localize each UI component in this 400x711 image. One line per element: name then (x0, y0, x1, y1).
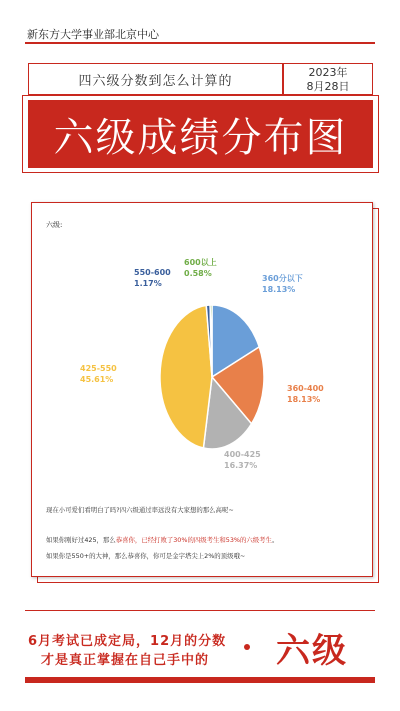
note-line-2-start: 如果你刚好过425，那么 (46, 536, 116, 544)
pie-slice-value: 0.58% (184, 269, 212, 278)
note-line-2-end: 。 (271, 536, 279, 544)
date-year: 2023年 (308, 66, 348, 79)
footer-level-title: 六级 (276, 631, 348, 671)
subtitle: 四六级分数到怎么计算的 (78, 73, 233, 89)
footer-divider (25, 610, 375, 611)
note-line-1: 现在小可爱们看明白了吗?四六级通过率远没有大家想的那么高呢~ (46, 506, 234, 514)
pie-slice-value: 16.37% (224, 461, 258, 470)
pie-slice-value: 18.13% (287, 395, 321, 404)
date-day: 8月28日 (306, 80, 350, 93)
pie-slice-label: 360-400 (287, 384, 324, 393)
footer-line-1: 6月考试已成定局，12月的分数 (28, 634, 227, 649)
note-line-3: 如果你是550+的大神，那么恭喜你，你可是金字塔尖上2%的顶级哦~ (46, 552, 246, 560)
footer-line-2: 才是真正掌握在自己手中的 (41, 653, 210, 668)
card-label: 六级: (46, 221, 63, 229)
pie-slice-label: 400-425 (224, 450, 261, 459)
pie-slice-label: 425-550 (80, 364, 117, 373)
note-line-2-highlight: 恭喜你，已经打败了30%的四级考生和53%的六级考生 (115, 536, 272, 544)
pie-slice-label: 600以上 (184, 258, 217, 267)
footer-bar (25, 677, 375, 683)
subtitle-box (28, 63, 283, 95)
pie-slice (160, 305, 212, 448)
pie-slices (160, 305, 264, 449)
pie-slice-value: 18.13% (262, 285, 296, 294)
pie-slice-label: 550-600 (134, 268, 171, 277)
pie-slice-label: 360分以下 (262, 274, 303, 283)
note-line-2 (46, 535, 278, 544)
date-box (283, 63, 373, 95)
pie-slice-value: 45.61% (80, 375, 114, 384)
bullet-dot (244, 644, 250, 650)
pie-slice-value: 1.17% (134, 279, 162, 288)
pie-chart (44, 245, 354, 485)
page-title: 六级成绩分布图 (53, 114, 348, 161)
organization-name: 新东方大学事业部北京中心 (27, 28, 159, 41)
header-divider (25, 42, 375, 44)
